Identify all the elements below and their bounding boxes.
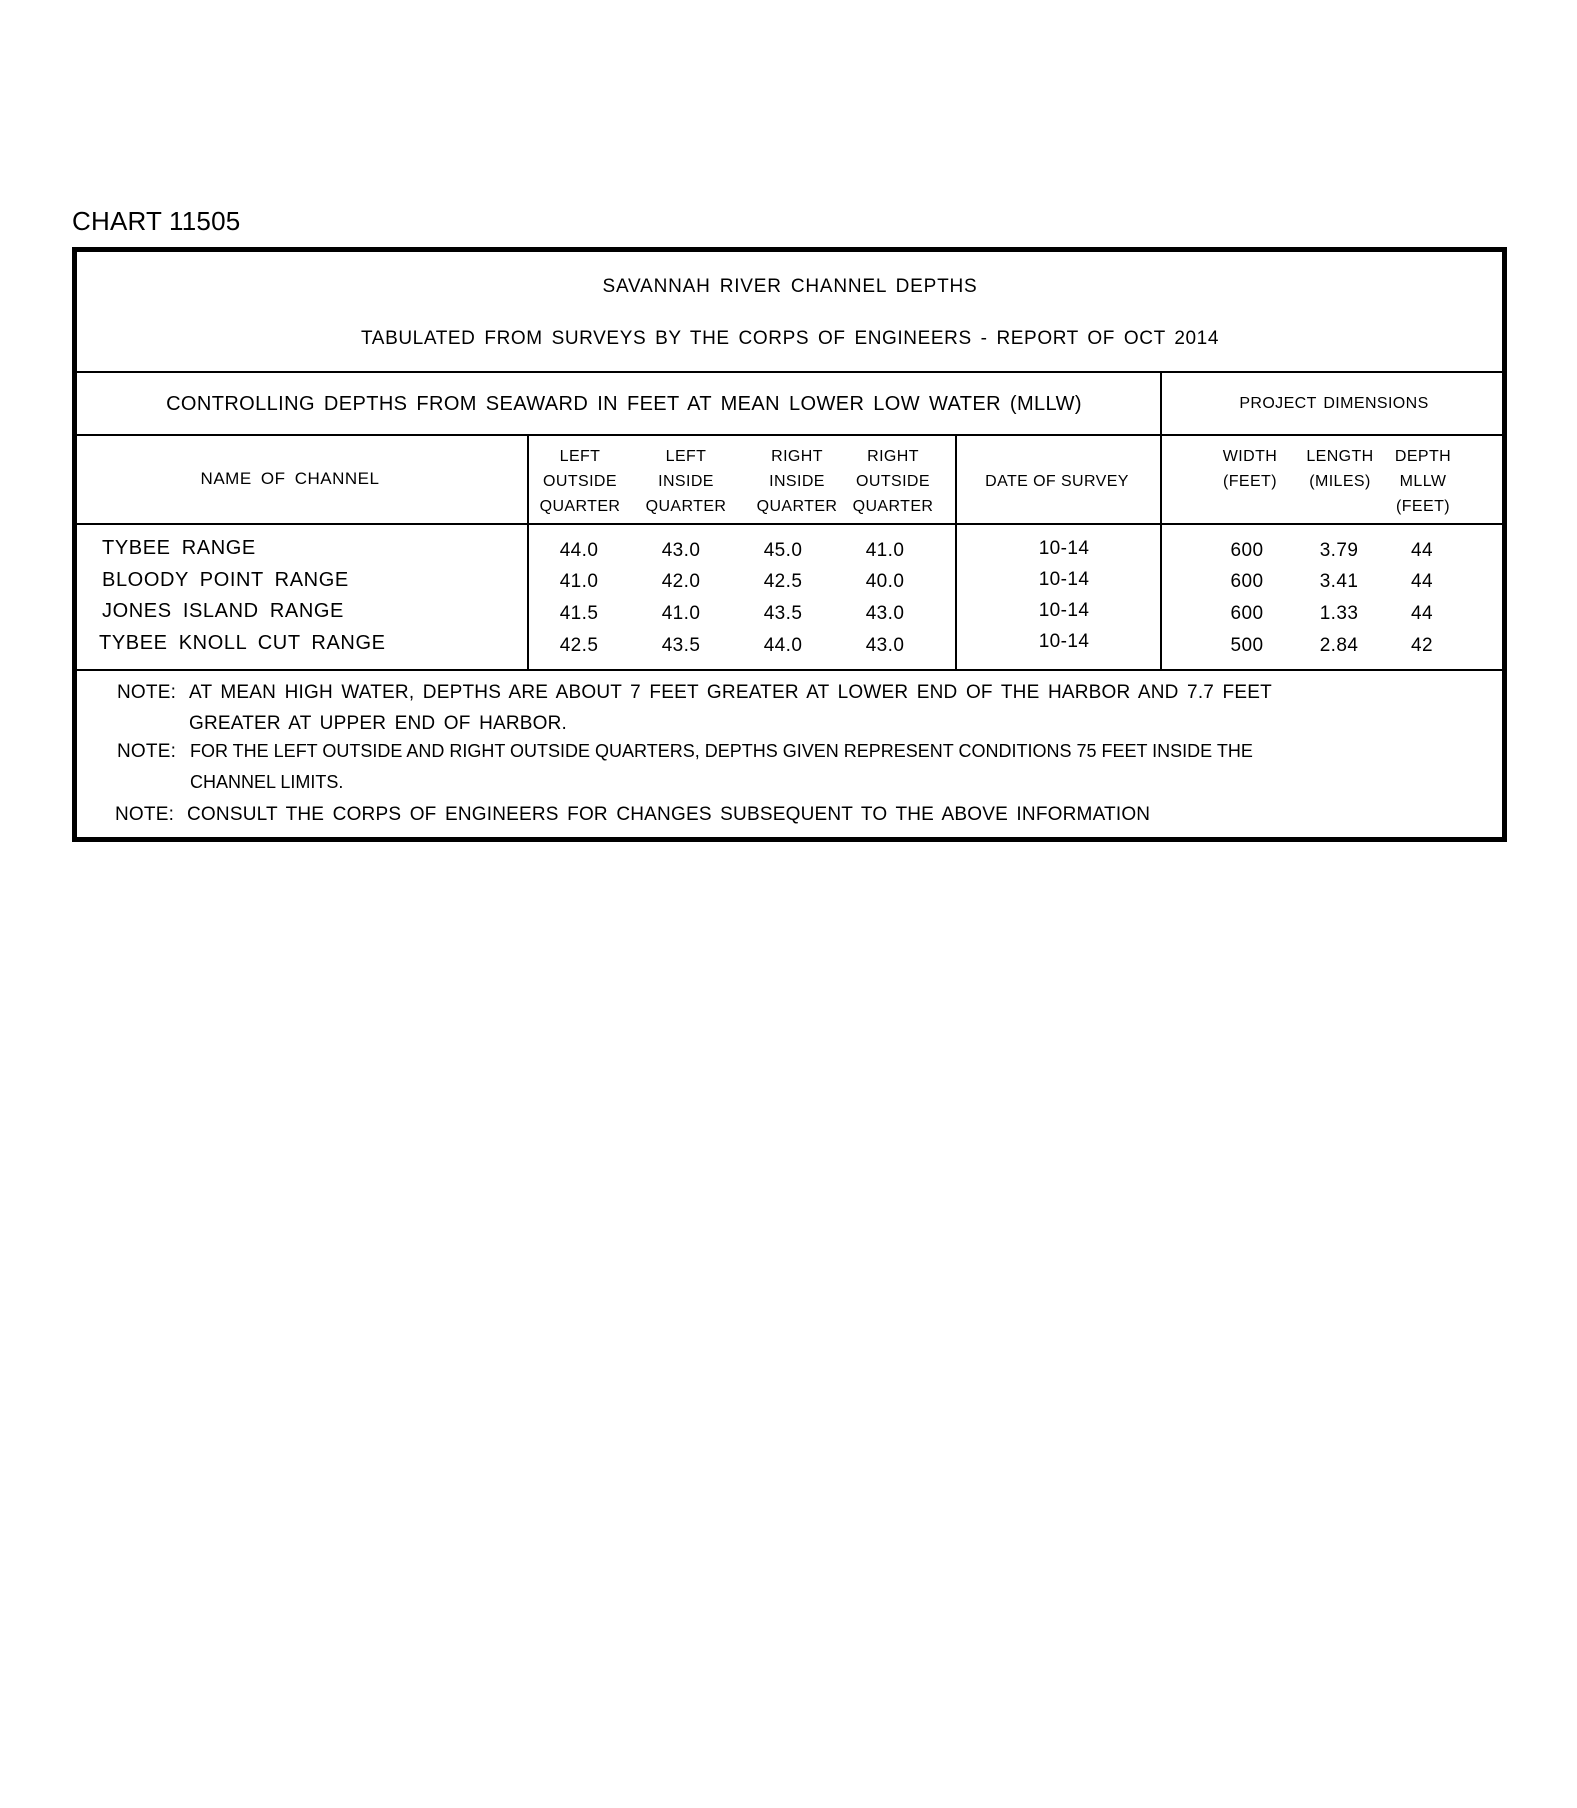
- note-prefix: NOTE:: [117, 682, 177, 703]
- header-depth: DEPTH MLLW (FEET): [1394, 448, 1452, 515]
- cell-left-outside: 41.5: [559, 603, 599, 624]
- divider-project-dimensions: [1160, 372, 1162, 670]
- cell-left-outside: 44.0: [559, 540, 599, 561]
- note-prefix: NOTE:: [115, 804, 175, 825]
- cell-width: 600: [1230, 571, 1264, 592]
- cell-left-outside: 41.0: [559, 571, 599, 592]
- note-text: CONSULT THE CORPS OF ENGINEERS FOR CHANGES SUBSEQUENT TO THE ABOVE INFORMATION: [187, 804, 1151, 825]
- cell-date: 10-14: [1038, 631, 1090, 652]
- table-subtitle: TABULATED FROM SURVEYS BY THE CORPS OF ENGINEERS - REPORT OF OCT 2014: [361, 328, 1219, 349]
- cell-date: 10-14: [1038, 569, 1090, 590]
- cell-depth: 44: [1411, 571, 1433, 592]
- header-left-inside-quarter: LEFT INSIDE QUARTER: [645, 448, 727, 515]
- divider-name-column: [527, 435, 529, 670]
- cell-width: 600: [1230, 540, 1264, 561]
- channel-name: JONES ISLAND RANGE: [102, 600, 344, 622]
- note-text-continued: CHANNEL LIMITS.: [190, 772, 344, 792]
- cell-right-inside: 43.5: [763, 603, 803, 624]
- channel-name: TYBEE KNOLL CUT RANGE: [99, 632, 386, 654]
- channel-name: BLOODY POINT RANGE: [102, 569, 349, 591]
- cell-depth: 44: [1411, 603, 1433, 624]
- header-left-outside-quarter: LEFT OUTSIDE QUARTER: [539, 448, 621, 515]
- cell-date: 10-14: [1038, 600, 1090, 621]
- cell-right-outside: 40.0: [865, 571, 905, 592]
- header-right-inside-quarter: RIGHT INSIDE QUARTER: [756, 448, 838, 515]
- cell-width: 600: [1230, 603, 1264, 624]
- cell-left-inside: 42.0: [661, 571, 701, 592]
- cell-length: 3.79: [1319, 540, 1359, 561]
- project-dimensions-header: PROJECT DIMENSIONS: [1239, 395, 1429, 412]
- cell-right-inside: 45.0: [763, 540, 803, 561]
- cell-left-outside: 42.5: [559, 635, 599, 656]
- header-date-of-survey: DATE OF SURVEY: [985, 473, 1129, 490]
- cell-date: 10-14: [1038, 538, 1090, 559]
- cell-left-inside: 43.0: [661, 540, 701, 561]
- rule-below-title: [77, 371, 1502, 373]
- header-name-of-channel: NAME OF CHANNEL: [200, 469, 380, 488]
- divider-depths-column: [955, 435, 957, 670]
- header-length: LENGTH (MILES): [1306, 448, 1374, 490]
- cell-left-inside: 43.5: [661, 635, 701, 656]
- controlling-depths-header: CONTROLLING DEPTHS FROM SEAWARD IN FEET AT MEAN LOWER LOW WATER (MLLW): [166, 393, 1082, 415]
- cell-depth: 42: [1411, 635, 1433, 656]
- cell-left-inside: 41.0: [661, 603, 701, 624]
- cell-length: 3.41: [1319, 571, 1359, 592]
- note-prefix: NOTE:: [117, 741, 177, 762]
- rule-above-notes: [77, 669, 1502, 671]
- cell-length: 2.84: [1319, 635, 1359, 656]
- cell-depth: 44: [1411, 540, 1433, 561]
- cell-length: 1.33: [1319, 603, 1359, 624]
- channel-depths-table: [72, 247, 1507, 842]
- chart-number-label: CHART 11505: [72, 206, 241, 236]
- header-width: WIDTH (FEET): [1222, 448, 1278, 490]
- note-text: AT MEAN HIGH WATER, DEPTHS ARE ABOUT 7 FEET GREATER AT LOWER END OF THE HARBOR AND 7.7 FEET: [189, 682, 1272, 703]
- table-title: SAVANNAH RIVER CHANNEL DEPTHS: [602, 276, 978, 297]
- note-text-continued: GREATER AT UPPER END OF HARBOR.: [189, 713, 568, 734]
- rule-below-section-headers: [77, 434, 1502, 436]
- cell-right-outside: 41.0: [865, 540, 905, 561]
- header-right-outside-quarter: RIGHT OUTSIDE QUARTER: [852, 448, 934, 515]
- channel-name: TYBEE RANGE: [102, 537, 256, 559]
- note-text: FOR THE LEFT OUTSIDE AND RIGHT OUTSIDE QUARTERS, DEPTHS GIVEN REPRESENT CONDITIONS 75 FEET INSIDE THE: [190, 741, 1253, 761]
- cell-width: 500: [1230, 635, 1264, 656]
- cell-right-outside: 43.0: [865, 603, 905, 624]
- cell-right-outside: 43.0: [865, 635, 905, 656]
- cell-right-inside: 44.0: [763, 635, 803, 656]
- rule-below-column-headers: [77, 523, 1502, 525]
- cell-right-inside: 42.5: [763, 571, 803, 592]
